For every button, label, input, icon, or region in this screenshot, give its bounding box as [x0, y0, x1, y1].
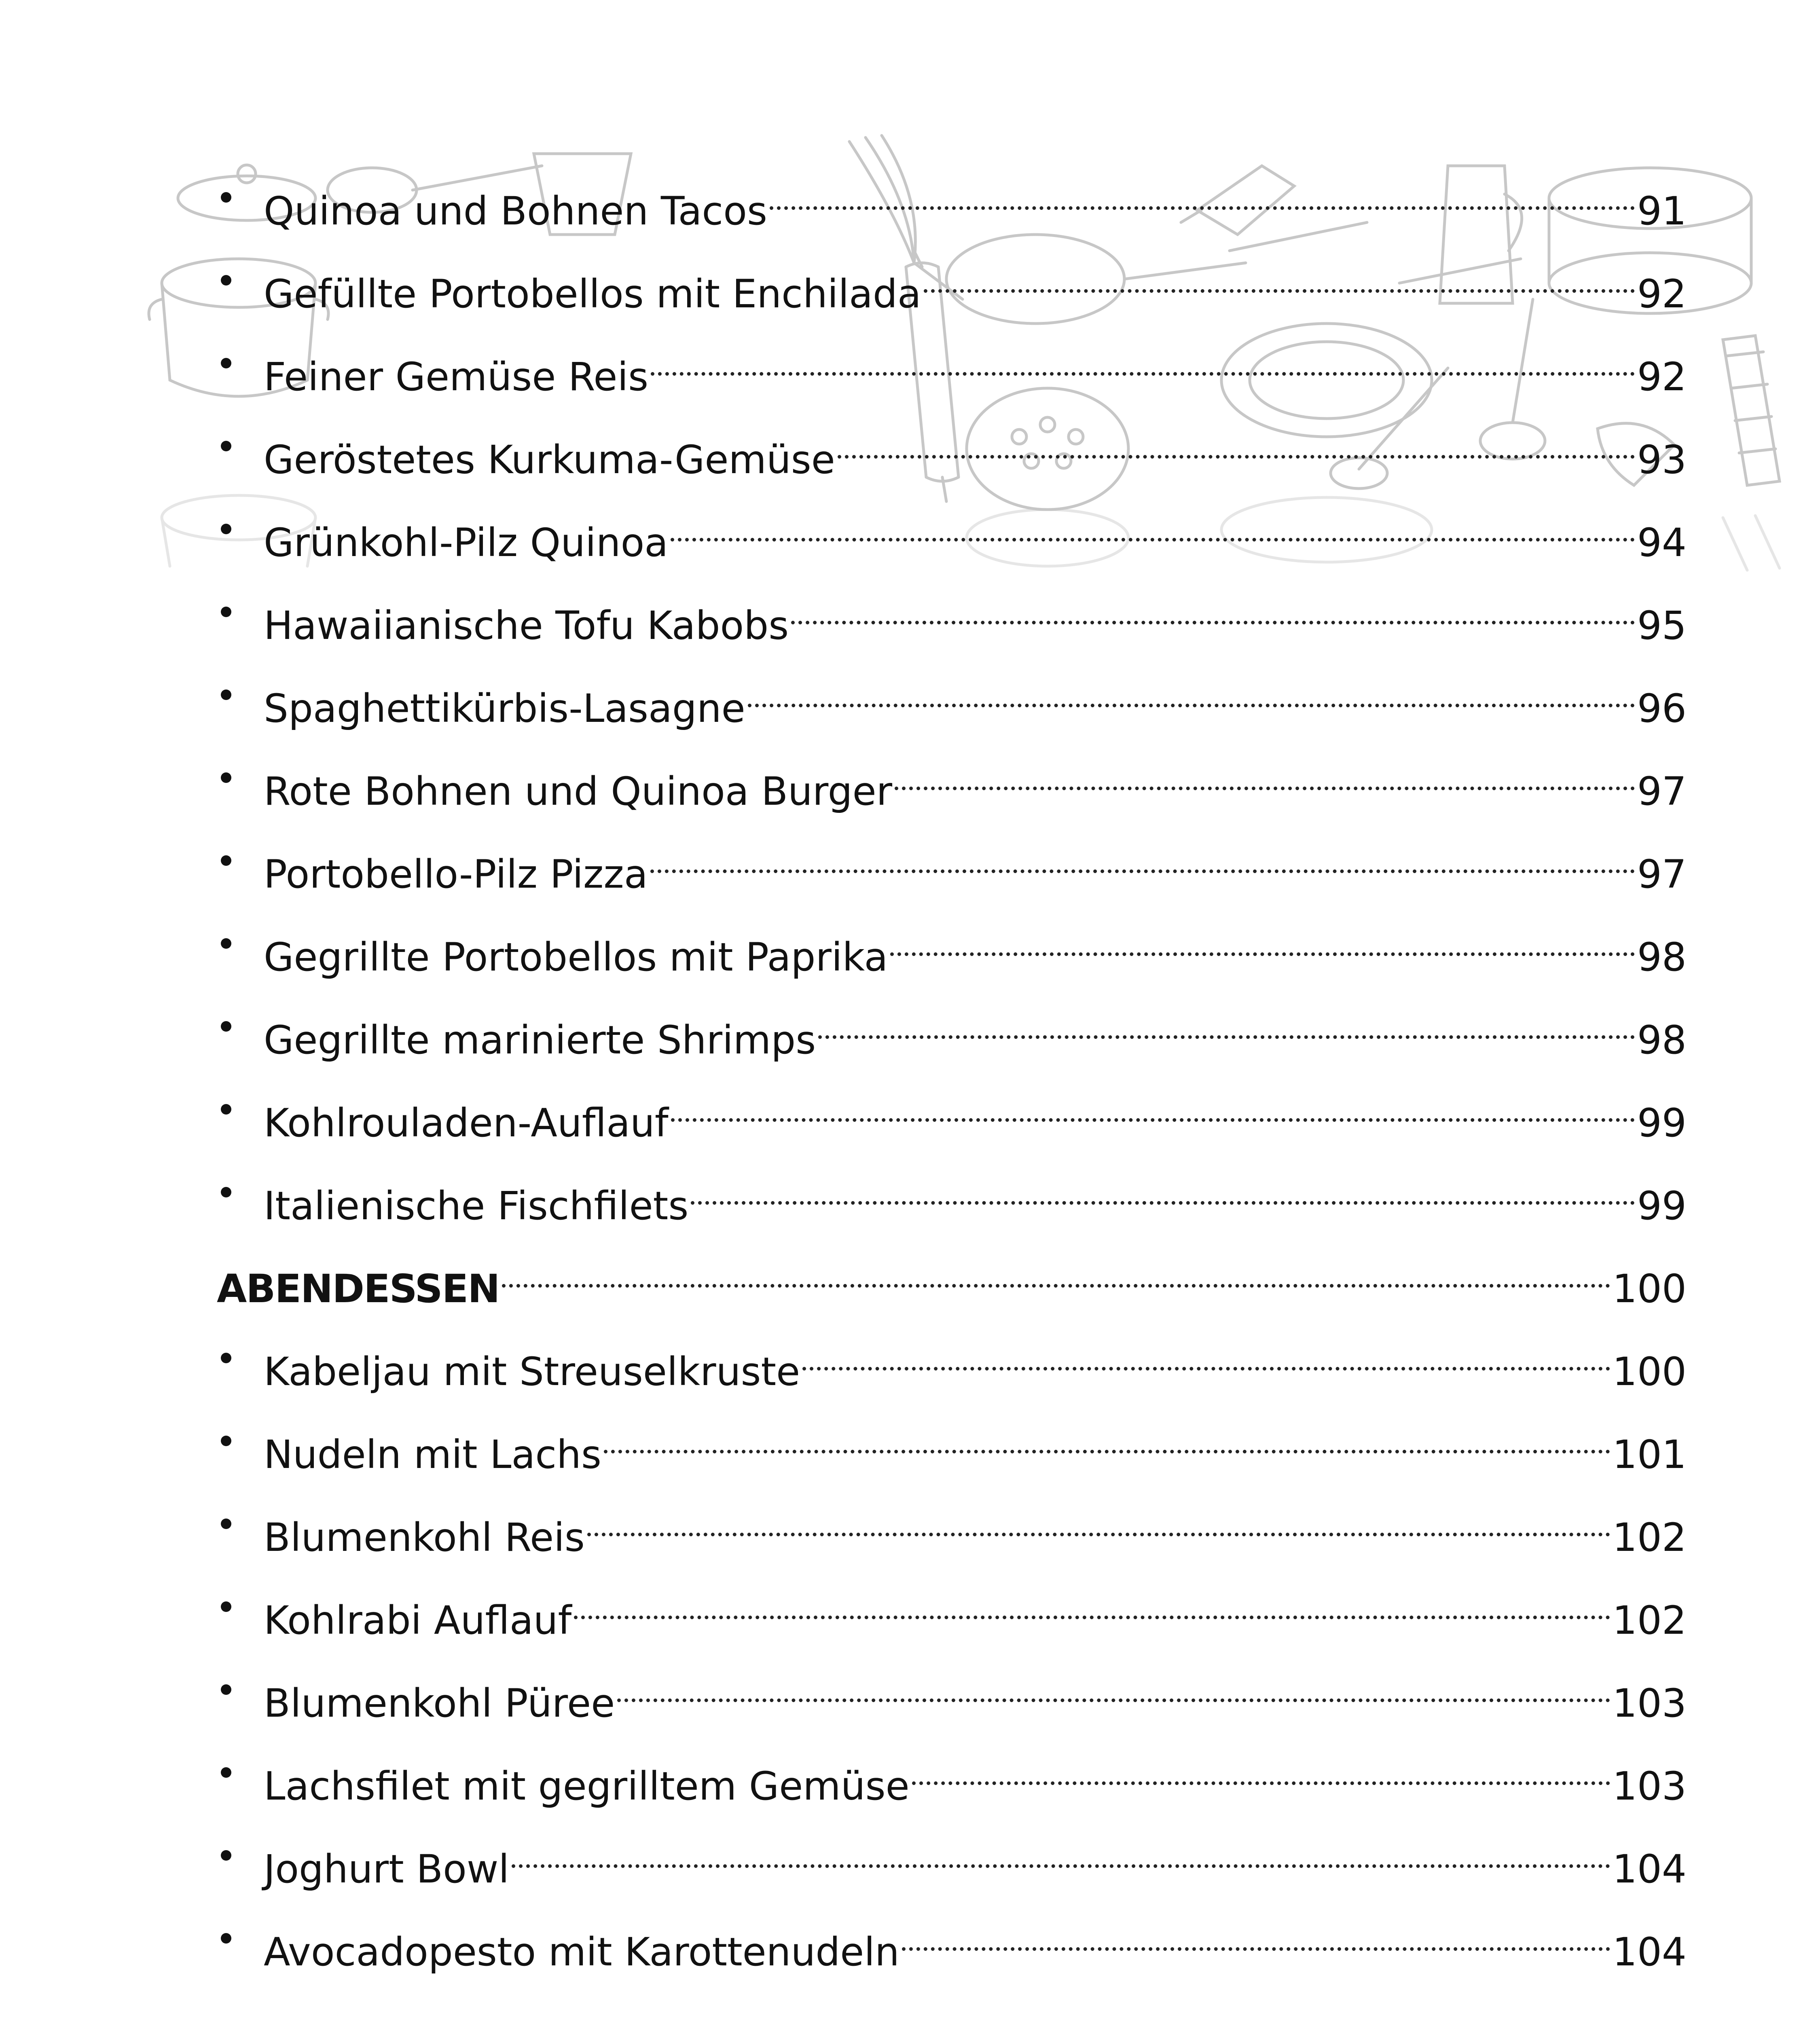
- bullet-icon: [217, 1411, 264, 1468]
- toc-entry-title: Kohlrouladen-Auflauf: [264, 1100, 669, 1146]
- bullet-icon: [217, 168, 264, 224]
- toc-entry[interactable]: [217, 1826, 1687, 1892]
- toc-entry-page: 104: [1612, 1846, 1687, 1892]
- toc-entry-page: 97: [1637, 852, 1687, 897]
- dot-leader: [912, 1743, 1610, 1800]
- bullet-icon: [217, 1577, 264, 1634]
- dot-leader: [895, 748, 1635, 805]
- toc-entry-title: Portobello-Pilz Pizza: [264, 852, 648, 897]
- toc-section-heading[interactable]: [217, 1246, 1687, 1311]
- toc-entry-title: Nudeln mit Lachs: [264, 1432, 601, 1477]
- toc-entry[interactable]: [217, 417, 1687, 482]
- dot-leader: [671, 499, 1635, 556]
- bullet-icon: [217, 748, 264, 805]
- dot-leader: [502, 1246, 1610, 1302]
- dot-leader: [651, 334, 1635, 390]
- toc-entry-page: 98: [1637, 935, 1687, 980]
- toc-entry-page: 100: [1612, 1349, 1687, 1394]
- table-of-contents: [217, 0, 1687, 2022]
- bullet-icon: [217, 997, 264, 1053]
- bullet-icon: [217, 1328, 264, 1385]
- dot-leader: [770, 168, 1635, 224]
- bullet-icon: [217, 1826, 264, 1882]
- toc-entry-title: Blumenkohl Reis: [264, 1515, 585, 1560]
- toc-entry-title: Blumenkohl Püree: [264, 1681, 615, 1726]
- toc-entry[interactable]: [217, 997, 1687, 1063]
- toc-section-title: ABENDESSEN: [217, 1266, 499, 1311]
- toc-entry-page: 91: [1637, 188, 1687, 234]
- toc-entry[interactable]: [217, 334, 1687, 400]
- dot-leader: [512, 1826, 1610, 1882]
- bullet-icon: [217, 914, 264, 971]
- toc-entry-title: Italienische Fischfilets: [264, 1183, 689, 1229]
- toc-entry-page: 102: [1612, 1515, 1687, 1560]
- toc-entry-page: 92: [1637, 271, 1687, 317]
- bullet-icon: [217, 1660, 264, 1717]
- toc-entry-page: 93: [1637, 437, 1687, 482]
- toc-entry-page: 92: [1637, 354, 1687, 400]
- dot-leader: [574, 1577, 1610, 1634]
- toc-entry[interactable]: [217, 831, 1687, 897]
- bullet-icon: [217, 1080, 264, 1136]
- dot-leader: [650, 831, 1635, 888]
- toc-entry[interactable]: [217, 1411, 1687, 1477]
- toc-entry-title: Kabeljau mit Streuselkruste: [264, 1349, 800, 1394]
- toc-entry-page: 101: [1612, 1432, 1687, 1477]
- toc-entry[interactable]: [217, 1163, 1687, 1229]
- toc-entry-page: 103: [1612, 1681, 1687, 1726]
- bullet-icon: [217, 334, 264, 390]
- bullet-icon: [217, 417, 264, 473]
- toc-entry-title: Hawaiianische Tofu Kabobs: [264, 603, 789, 648]
- dot-leader: [604, 1411, 1610, 1468]
- toc-entry[interactable]: [217, 1909, 1687, 1975]
- toc-entry[interactable]: [217, 1577, 1687, 1643]
- toc-entry-title: Spaghettikürbis-Lasagne: [264, 686, 745, 731]
- toc-section-page: 100: [1612, 1266, 1687, 1311]
- toc-entry[interactable]: [217, 582, 1687, 648]
- dot-leader: [617, 1660, 1610, 1717]
- bullet-icon: [217, 665, 264, 722]
- toc-entry-title: Feiner Gemüse Reis: [264, 354, 649, 400]
- toc-entry-page: 99: [1637, 1100, 1687, 1146]
- dot-leader: [890, 914, 1635, 971]
- toc-entry-title: Lachsfilet mit gegrilltem Gemüse: [264, 1764, 910, 1809]
- dot-leader: [802, 1328, 1610, 1385]
- dot-leader: [671, 1080, 1635, 1136]
- toc-entry-page: 96: [1637, 686, 1687, 731]
- toc-entry-page: 104: [1612, 1929, 1687, 1975]
- toc-entry-title: Grünkohl-Pilz Quinoa: [264, 520, 669, 565]
- bullet-icon: [217, 1743, 264, 1800]
- dot-leader: [748, 665, 1635, 722]
- dot-leader: [838, 417, 1635, 473]
- toc-entry[interactable]: [217, 665, 1687, 731]
- toc-entry-page: 103: [1612, 1764, 1687, 1809]
- toc-entry-title: Avocadopesto mit Karottenudeln: [264, 1929, 899, 1975]
- toc-entry[interactable]: [217, 914, 1687, 980]
- bullet-icon: [217, 831, 264, 888]
- bullet-icon: [217, 1494, 264, 1551]
- bullet-icon: [217, 499, 264, 556]
- toc-entry[interactable]: [217, 1328, 1687, 1394]
- toc-entry-page: 97: [1637, 769, 1687, 814]
- toc-entry[interactable]: [217, 1494, 1687, 1560]
- toc-entry-title: Quinoa und Bohnen Tacos: [264, 188, 767, 234]
- toc-entry-title: Kohlrabi Auflauf: [264, 1598, 572, 1643]
- toc-entry-page: 94: [1637, 520, 1687, 565]
- bullet-icon: [217, 251, 264, 307]
- dot-leader: [587, 1494, 1610, 1551]
- toc-entry-title: Gegrillte marinierte Shrimps: [264, 1017, 816, 1063]
- toc-entry-title: Geröstetes Kurkuma-Gemüse: [264, 437, 835, 482]
- dot-leader: [818, 997, 1635, 1053]
- toc-entry[interactable]: [217, 499, 1687, 565]
- dot-leader: [924, 251, 1635, 307]
- toc-entry-title: Rote Bohnen und Quinoa Burger: [264, 769, 893, 814]
- bullet-icon: [217, 1163, 264, 1219]
- bullet-icon: [217, 1909, 264, 1965]
- toc-entry-page: 95: [1637, 603, 1687, 648]
- dot-leader: [791, 582, 1635, 639]
- toc-entry-title: Gefüllte Portobellos mit Enchilada: [264, 271, 921, 317]
- toc-entry[interactable]: [217, 748, 1687, 814]
- dot-leader: [902, 1909, 1610, 1965]
- toc-entry[interactable]: [217, 168, 1687, 234]
- toc-entry-page: 99: [1637, 1183, 1687, 1229]
- toc-entry[interactable]: [217, 251, 1687, 317]
- dot-leader: [691, 1163, 1635, 1219]
- toc-entry-page: 102: [1612, 1598, 1687, 1643]
- toc-entry[interactable]: [217, 1080, 1687, 1146]
- toc-entry-title: Gegrillte Portobellos mit Paprika: [264, 935, 888, 980]
- bullet-icon: [217, 582, 264, 639]
- toc-entry[interactable]: [217, 1743, 1687, 1809]
- toc-entry-page: 98: [1637, 1017, 1687, 1063]
- toc-entry[interactable]: [217, 1660, 1687, 1726]
- toc-entry-title: Joghurt Bowl: [264, 1846, 510, 1892]
